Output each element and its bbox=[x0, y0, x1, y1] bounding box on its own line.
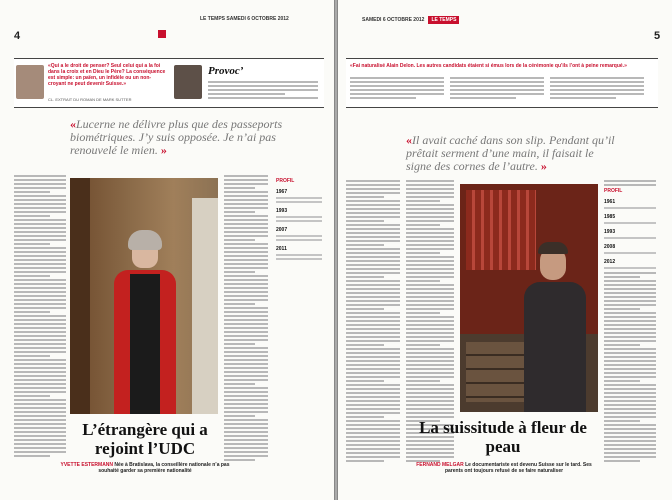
red-square-marker bbox=[158, 30, 166, 38]
teaser-credit: CL. EXTRAIT DU ROMAN DE MARK SUTTER bbox=[48, 97, 132, 102]
profile-year: 1985 bbox=[604, 214, 616, 220]
teaser-portrait-left bbox=[16, 65, 44, 99]
right-teaser-box bbox=[346, 58, 658, 108]
profile-year: 2008 bbox=[604, 244, 616, 250]
profile-year: 1993 bbox=[604, 229, 616, 235]
kicker-text: Née à Bratislava, la conseillère nationale n’a pas souhaité garder sa première nationalité bbox=[98, 462, 230, 474]
left-page-number: 4 bbox=[14, 30, 21, 42]
profile-year: 1961 bbox=[604, 199, 616, 205]
right-page-number: 5 bbox=[654, 30, 661, 42]
profile-label: PROFIL bbox=[276, 178, 295, 184]
left-profile-sidebar bbox=[276, 178, 322, 262]
portrait-photo-melgar bbox=[460, 184, 598, 412]
right-headline: La suissitude à fleur de peau bbox=[419, 418, 587, 456]
right-pull-quote-text: Il avait caché dans son slip. Pendant qu’il prêtait serment d’une main, il faisait le signe des cornes de l’autre. bbox=[406, 133, 615, 173]
right-kicker bbox=[414, 462, 594, 474]
teaser-section-title: Provoc’ bbox=[208, 65, 244, 77]
dark-jacket bbox=[524, 282, 586, 412]
profile-year: 2011 bbox=[276, 246, 287, 252]
teaser-quote: «Qui a le droit de penser? Seul celui qui a la foi dans la croix et en Dieu le Père? La conséquence est simple: un païen, un infidèle ou un non-croyant ne peut devenir Suisse.» bbox=[48, 63, 166, 87]
portrait-photo-estermann bbox=[70, 178, 218, 414]
profile-year: 2012 bbox=[604, 259, 616, 265]
left-body-column-1 bbox=[14, 175, 66, 459]
left-pull-quote: «Lucerne ne délivre plus que des passeports biométriques. J’y suis opposée. Je n’ai pas renouvelé le mien. » bbox=[70, 117, 283, 157]
kicker-name: YVETTE ESTERMANN bbox=[60, 462, 114, 468]
teaser-text-col-2 bbox=[450, 77, 544, 101]
right-pull-quote: «Il avait caché dans son slip. Pendant qu’il prêtait serment d’une main, il faisait le signe des cornes de l’autre. » bbox=[406, 133, 615, 173]
teaser-text-col-1 bbox=[350, 77, 444, 101]
right-profile-sidebar bbox=[604, 188, 656, 271]
right-teaser-quote: «Fai naturalisé Alain Delon. Les autres candidats étaient si émus lors de la cérémonie qu’ils l’ont à peine remarqué.» bbox=[350, 63, 627, 69]
right-body-column-1 bbox=[346, 180, 400, 464]
teaser-body-text bbox=[208, 81, 318, 101]
left-page bbox=[0, 0, 334, 500]
red-tapestry bbox=[466, 190, 536, 270]
teaser-portrait-right bbox=[174, 65, 202, 99]
newspaper-logo: LE TEMPS bbox=[428, 16, 459, 24]
right-header-date: SAMEDI 6 OCTOBRE 2012 bbox=[362, 17, 425, 23]
left-pull-quote-text: Lucerne ne délivre plus que des passeports biométriques. J’y suis opposée. Je n’ai pas renouvelé le mien. bbox=[70, 117, 283, 157]
right-page bbox=[338, 0, 672, 500]
left-kicker bbox=[60, 462, 230, 474]
profile-year: 1993 bbox=[276, 208, 288, 214]
kicker-name: FERNAND MELGAR bbox=[416, 462, 464, 468]
profile-year: 2007 bbox=[276, 227, 288, 233]
left-teaser-box bbox=[14, 58, 324, 108]
left-header-date: LE TEMPS SAMEDI 6 OCTOBRE 2012 bbox=[200, 16, 289, 22]
profile-year: 1967 bbox=[276, 189, 288, 195]
left-headline: L’étrangère qui a rejoint l’UDC bbox=[82, 420, 208, 458]
kicker-text: Le documentariste est devenu Suisse sur le tard. Ses parents ont toujours refusé de se faire naturaliser bbox=[444, 462, 592, 474]
profile-label: PROFIL bbox=[604, 188, 623, 194]
right-header bbox=[362, 16, 459, 24]
left-header bbox=[200, 16, 289, 22]
left-body-column-3 bbox=[224, 175, 268, 463]
teaser-text-col-3 bbox=[550, 77, 644, 101]
